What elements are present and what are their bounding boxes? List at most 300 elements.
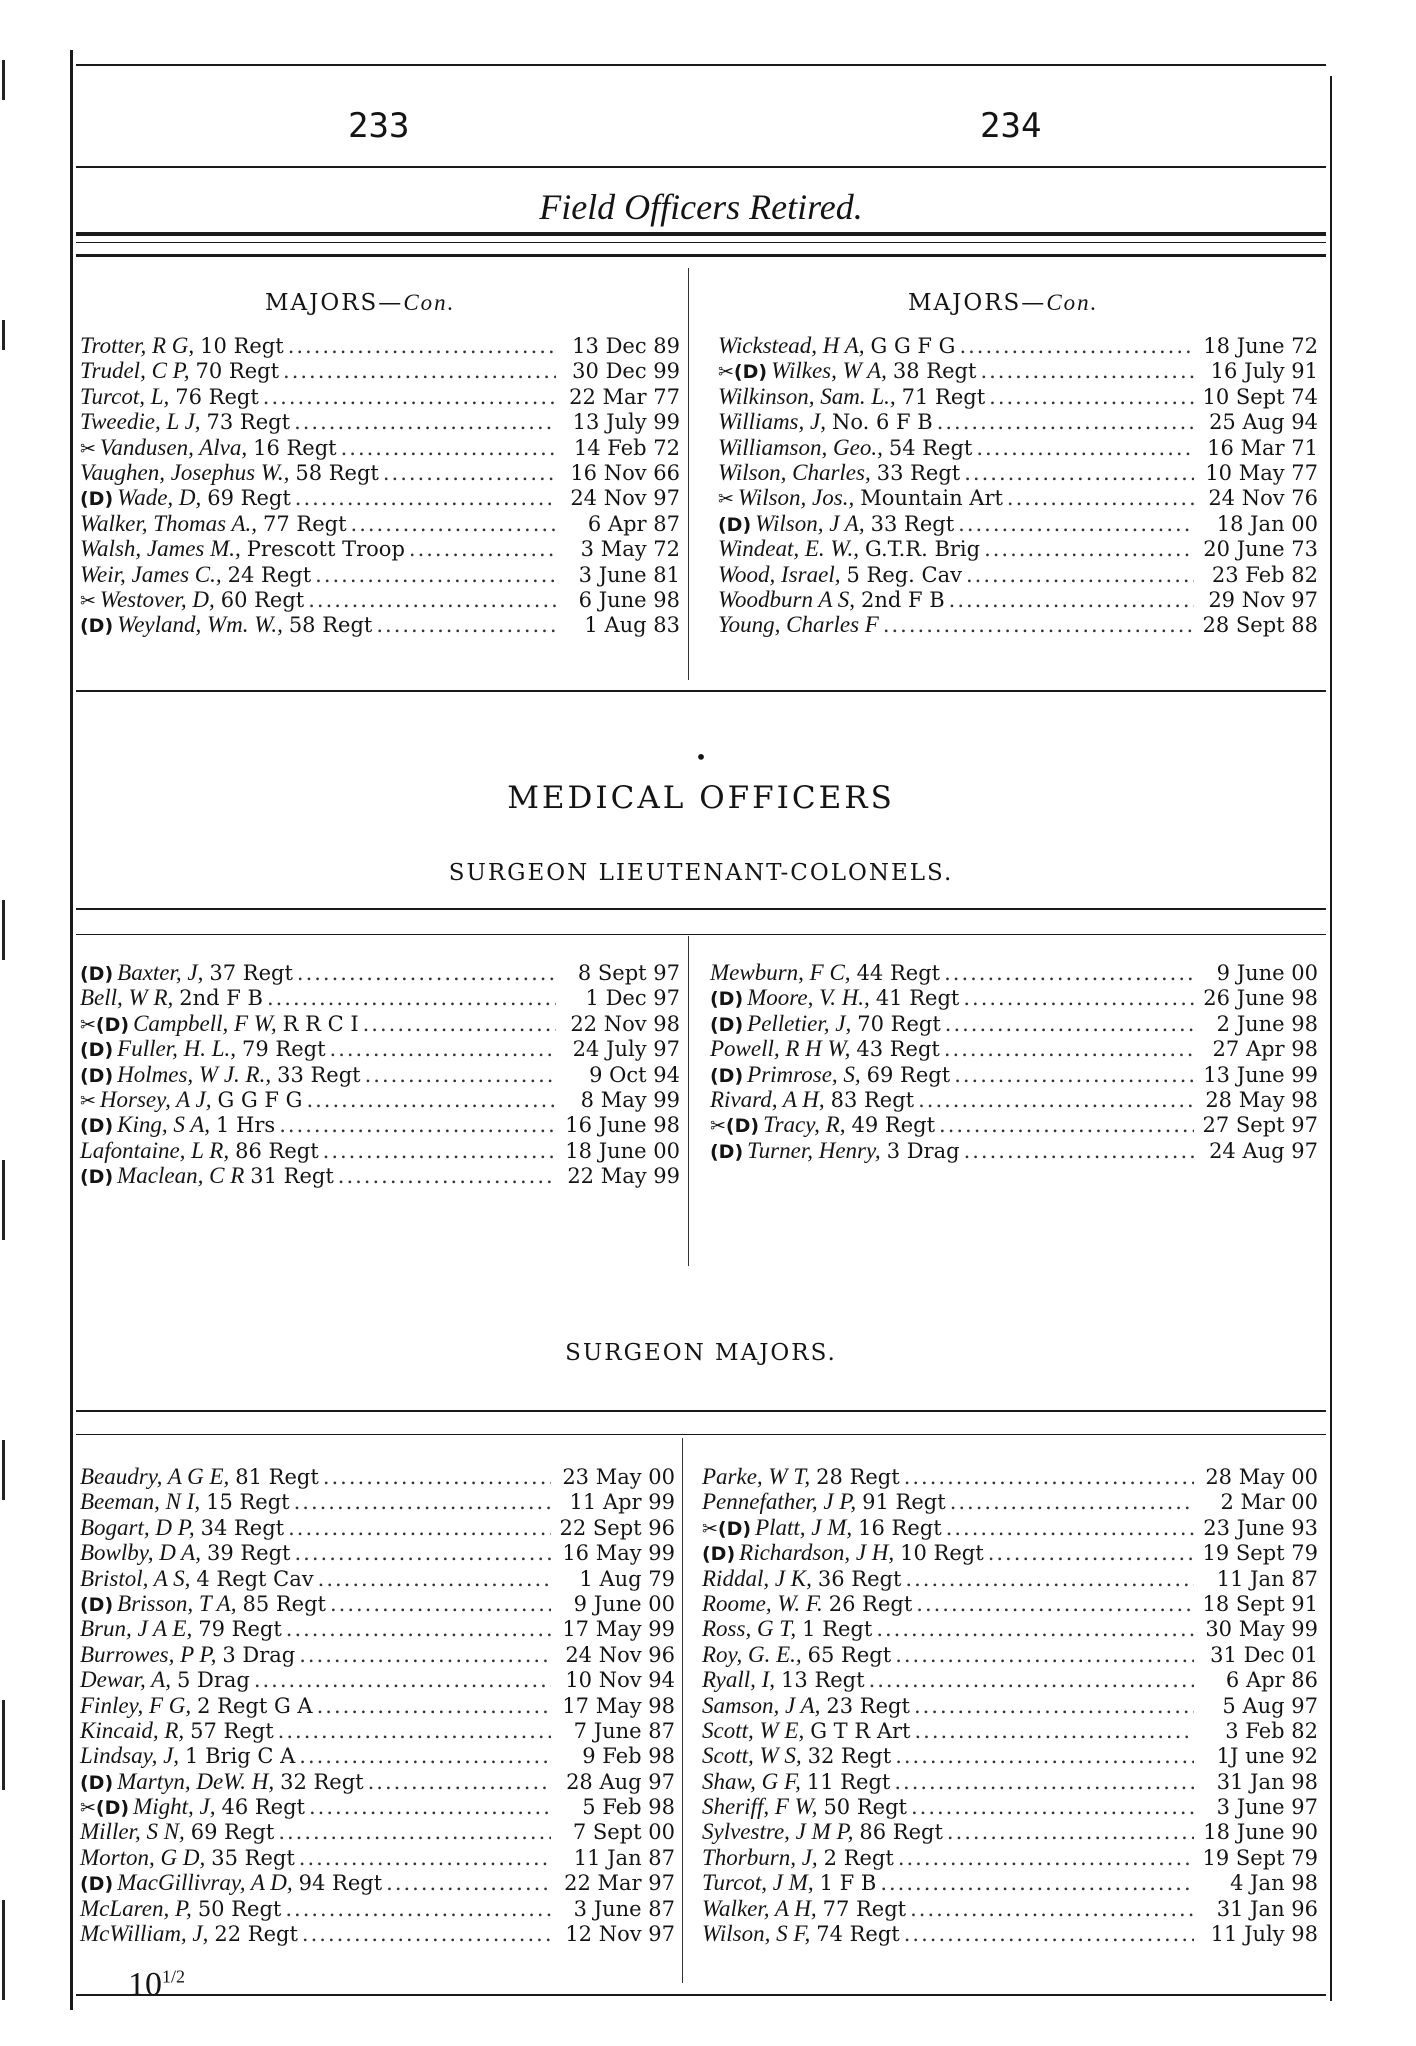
list-item (702, 1743, 1318, 1768)
leader-dots (914, 1719, 1194, 1744)
leader-dots (966, 563, 1194, 588)
page-number-left: 233 (348, 106, 410, 146)
retirement-date: 25 Aug 94 (1209, 410, 1318, 435)
retirement-date: 11 Jan 87 (573, 1845, 675, 1870)
leader-dots (963, 986, 1194, 1011)
retirement-date: 28 May 98 (1205, 1087, 1318, 1112)
leader-dots (365, 1063, 556, 1088)
list-item (80, 587, 680, 612)
deceased-mark: (D) (710, 1013, 744, 1036)
list-item (80, 960, 680, 985)
retirement-date: 18 Sept 91 (1202, 1591, 1318, 1616)
majors-heading-right (908, 290, 1098, 316)
retirement-date: 26 June 98 (1203, 986, 1318, 1011)
officer-unit: 1 Brig C A (185, 1744, 296, 1769)
retirement-date: 1 Aug 83 (584, 613, 680, 638)
list-item (718, 536, 1318, 561)
list-item (80, 1489, 675, 1514)
retirement-date: 31 Dec 01 (1210, 1642, 1318, 1667)
leader-dots (288, 334, 556, 359)
officer-name: Primrose, S, (747, 1061, 861, 1087)
retirement-date: 5 Feb 98 (582, 1795, 675, 1820)
page-frame (70, 50, 1332, 2010)
medical-officers-heading: MEDICAL OFFICERS (507, 780, 895, 816)
leader-dots (368, 1770, 551, 1795)
leader-dots (964, 1139, 1194, 1164)
officer-unit: 22 Regt (214, 1922, 298, 1947)
surgeon-lt-col-heading: SURGEON LIEUTENANT-COLONELS. (448, 860, 954, 886)
officer-unit: 35 Regt (211, 1845, 295, 1870)
majors-heading-right-text: MAJORS— (908, 290, 1047, 316)
retirement-date: 16 July 91 (1210, 359, 1318, 384)
deceased-mark: (D) (80, 1771, 114, 1794)
officer-name: Martyn, DeW. H, (117, 1768, 275, 1794)
officer-name: Wilson, Charles, (718, 459, 871, 485)
retirement-date: 29 Nov 97 (1208, 587, 1318, 612)
officer-unit: 91 Regt (862, 1490, 946, 1515)
leader-dots (323, 1465, 551, 1490)
officer-unit: 76 Regt (175, 384, 259, 409)
officer-unit: 58 Regt (295, 460, 379, 485)
officer-name: Dewar, A, (80, 1667, 171, 1693)
leader-dots (302, 1922, 551, 1947)
officer-unit: 33 Regt (277, 1062, 361, 1087)
officer-unit: 65 Regt (807, 1642, 892, 1667)
officer-name: Tweedie, L J, (80, 409, 201, 435)
frame-left-border (70, 50, 73, 2010)
list-item (702, 1819, 1318, 1844)
retirement-date: 4 Jan 98 (1230, 1871, 1318, 1896)
leader-dots (959, 334, 1194, 359)
signature-mark-whole: 10 (128, 1966, 162, 2003)
retirement-date: 1J une 92 (1216, 1744, 1318, 1769)
officer-name: Turner, Henry, (747, 1137, 881, 1163)
leader-dots (1007, 486, 1194, 511)
list-item (718, 562, 1318, 587)
officer-unit: 69 Regt (190, 1820, 275, 1845)
list-item (80, 460, 680, 485)
officer-unit: 79 Regt (241, 1037, 326, 1062)
officer-unit: 28 Regt (816, 1465, 900, 1489)
officer-name: Platt, J M, (755, 1514, 853, 1540)
surgeon-lt-col-right-list (710, 960, 1318, 1163)
officer-name: Vandusen, Alva, (99, 434, 248, 460)
leader-dots (895, 1744, 1194, 1769)
leader-dots (976, 436, 1194, 461)
list-item (80, 1769, 675, 1794)
list-item (710, 960, 1318, 985)
leader-dots (945, 1012, 1194, 1037)
officer-name: Sheriff, F W, (702, 1794, 818, 1820)
list-item (718, 587, 1318, 612)
list-item (702, 1515, 1318, 1540)
officer-unit: 2nd F B (860, 587, 945, 612)
officer-name: Powell, R H W, (710, 1036, 851, 1062)
officer-unit: 36 Regt (817, 1566, 902, 1591)
majors-heading-right-con: Con. (1046, 290, 1099, 315)
leader-dots (880, 1871, 1194, 1896)
officer-name: Walker, A H, (702, 1895, 817, 1921)
leader-dots (980, 359, 1194, 384)
officer-unit: 74 Regt (816, 1922, 900, 1947)
retirement-date: 18 June 72 (1203, 334, 1318, 358)
deceased-mark: (D) (80, 488, 114, 511)
officer-unit: 60 Regt (220, 587, 305, 612)
retirement-date: 27 Apr 98 (1212, 1037, 1318, 1062)
scan-edge-marks (0, 0, 22, 2046)
list-item (80, 985, 680, 1010)
retirement-date: 16 Nov 66 (570, 460, 680, 485)
officer-unit: 50 Regt (823, 1795, 907, 1820)
list-item (702, 1489, 1318, 1514)
retirement-date: 24 Nov 96 (565, 1642, 675, 1667)
leader-dots (989, 385, 1194, 410)
list-item (702, 1591, 1318, 1616)
list-item (702, 1921, 1318, 1946)
list-item (702, 1667, 1318, 1692)
deceased-mark: ✂ (80, 1089, 96, 1112)
list-item (80, 1163, 680, 1188)
officer-unit: 71 Regt (901, 384, 986, 409)
leader-dots (299, 1744, 551, 1769)
leader-dots (939, 1113, 1194, 1138)
title-top-rule (76, 166, 1326, 168)
retirement-date: 20 June 73 (1203, 537, 1318, 562)
page-title: Field Officers Retired. (539, 187, 863, 227)
retirement-date: 3 Feb 82 (1225, 1718, 1318, 1743)
title-thick-rule (76, 232, 1326, 236)
officer-name: Rivard, A H, (710, 1086, 825, 1112)
officer-unit: 77 Regt (822, 1896, 907, 1921)
retirement-date: 28 Aug 97 (566, 1769, 675, 1794)
list-item (80, 1062, 680, 1087)
list-item (80, 1616, 675, 1641)
officer-name: Wade, D, (117, 485, 202, 511)
deceased-mark: (D) (80, 1873, 114, 1896)
officer-unit: 24 Regt (227, 562, 312, 587)
officer-unit: 5 Drag (176, 1668, 250, 1693)
officer-unit: 69 Regt (207, 486, 291, 511)
officer-unit: 1 Hrs (216, 1113, 276, 1138)
leader-dots (318, 1567, 551, 1592)
retirement-date: 10 May 77 (1205, 460, 1318, 485)
retirement-date: 23 June 93 (1203, 1515, 1318, 1540)
list-item (702, 1718, 1318, 1743)
surgeon-majors-heading: SURGEON MAJORS. (565, 1340, 837, 1366)
leader-dots (299, 1643, 551, 1668)
officer-unit: 81 Regt (235, 1465, 319, 1489)
officer-name: Walker, Thomas A., (80, 510, 257, 536)
list-item (718, 511, 1318, 536)
officer-name: Horsey, A J, (99, 1086, 212, 1112)
deceased-mark: (D) (710, 1140, 744, 1163)
leader-dots (295, 486, 556, 511)
officer-name: Woodburn A S, (718, 586, 855, 612)
officer-name: Beaudry, A G E, (80, 1464, 230, 1489)
retirement-date: 7 June 87 (573, 1718, 675, 1743)
officer-name: Weir, James C., (80, 561, 222, 587)
retirement-date: 16 May 99 (562, 1541, 675, 1566)
officer-name: Burrowes, P P, (80, 1641, 217, 1667)
officer-name: Scott, W E, (702, 1717, 805, 1743)
retirement-date: 24 Nov 97 (570, 486, 680, 511)
leader-dots (944, 961, 1194, 986)
leader-dots (317, 1694, 551, 1719)
list-item (80, 1667, 675, 1692)
officer-unit: 32 Regt (280, 1769, 364, 1794)
officer-name: Might, J, (133, 1794, 216, 1820)
leader-dots (958, 512, 1194, 537)
list-item (80, 1642, 675, 1667)
list-item (710, 1087, 1318, 1112)
retirement-date: 3 June 81 (578, 562, 680, 587)
officer-unit: 1 Regt (802, 1617, 873, 1642)
list-item (710, 1112, 1318, 1137)
officer-unit: 10 Regt (200, 334, 284, 358)
retirement-date: 23 Feb 82 (1211, 562, 1318, 587)
officer-name: McLaren, P, (80, 1895, 192, 1921)
retirement-date: 10 Nov 94 (565, 1668, 675, 1693)
officer-name: Kincaid, R, (80, 1717, 185, 1743)
list-item (80, 1896, 675, 1921)
deceased-mark: ✂ (80, 437, 96, 460)
list-item (80, 1036, 680, 1061)
deceased-mark: (D) (702, 1543, 736, 1566)
deceased-mark: (D) (80, 1039, 114, 1062)
officer-name: Bowlby, D A, (80, 1540, 201, 1566)
list-item (80, 1515, 675, 1540)
retirement-date: 31 Jan 96 (1216, 1896, 1318, 1921)
officer-name: Ross, G T, (702, 1616, 797, 1642)
officer-unit: 2 Regt G A (197, 1693, 313, 1718)
surgeon-majors-thin-rule (76, 1434, 1326, 1435)
retirement-date: 13 Dec 89 (572, 334, 680, 358)
list-item (80, 1464, 675, 1489)
top-rule (76, 64, 1326, 66)
officer-name: Morton, G D, (80, 1844, 206, 1870)
officer-name: Tracy, R, (763, 1112, 846, 1138)
list-item (718, 612, 1318, 637)
list-item (80, 1591, 675, 1616)
officer-unit: G G F G (217, 1087, 303, 1112)
list-item (702, 1769, 1318, 1794)
list-item (80, 1921, 675, 1946)
leader-dots (946, 1516, 1194, 1541)
leader-dots (386, 1871, 551, 1896)
leader-dots (916, 1592, 1194, 1617)
officer-name: Williams, J, (718, 409, 826, 435)
leader-dots (947, 1820, 1194, 1845)
list-item (702, 1693, 1318, 1718)
list-item (702, 1566, 1318, 1591)
leader-dots (283, 359, 556, 384)
leader-dots (988, 1541, 1194, 1566)
retirement-date: 22 Nov 98 (570, 1011, 680, 1036)
leader-dots (910, 1897, 1194, 1922)
list-item (702, 1870, 1318, 1895)
retirement-date: 11 July 98 (1210, 1922, 1318, 1947)
officer-unit: 3 Drag (222, 1642, 296, 1667)
leader-dots (308, 588, 556, 613)
deceased-mark: (D) (80, 1115, 114, 1138)
deceased-mark: (D) (80, 963, 114, 985)
deceased-mark: ✂(D) (80, 1797, 130, 1820)
list-item (702, 1642, 1318, 1667)
officer-unit: 70 Regt (857, 1011, 941, 1036)
leader-dots (904, 1922, 1194, 1947)
list-item (80, 1540, 675, 1565)
retirement-date: 18 June 00 (565, 1138, 680, 1163)
officer-unit: 37 Regt (209, 961, 293, 985)
officer-name: Bristol, A S, (80, 1565, 191, 1591)
title-thin-rule (76, 242, 1326, 243)
list-item (710, 1062, 1318, 1087)
majors-bottom-rule (76, 690, 1326, 692)
deceased-mark: (D) (80, 615, 114, 638)
retirement-date: 22 May 99 (567, 1164, 680, 1189)
officer-unit: 15 Regt (206, 1490, 290, 1515)
majors-left-list (80, 333, 680, 638)
leader-dots (949, 588, 1194, 613)
officer-name: Finley, F G, (80, 1692, 192, 1718)
leader-dots (914, 1694, 1194, 1719)
officer-name: Turcot, J M, (702, 1870, 814, 1896)
officer-unit: 49 Regt (851, 1113, 936, 1138)
officer-unit: 58 Regt (288, 613, 373, 638)
officer-unit: 79 Regt (198, 1617, 282, 1642)
surgeon-lt-col-left-list (80, 960, 680, 1189)
officer-name: Beeman, N I, (80, 1489, 201, 1515)
officer-unit: G.T.R. Brig (864, 537, 981, 562)
list-item (80, 536, 680, 561)
retirement-date: 3 June 97 (1216, 1795, 1318, 1820)
list-item (80, 485, 680, 510)
page-number-right: 234 (980, 106, 1042, 146)
officer-name: Campbell, F W, (133, 1010, 277, 1036)
officer-unit: 31 Regt (250, 1164, 334, 1189)
list-item (80, 409, 680, 434)
leader-dots (279, 1113, 556, 1138)
surgeon-majors-right-list (702, 1464, 1318, 1946)
list-item (80, 384, 680, 409)
officer-unit: 86 Regt (859, 1820, 943, 1845)
leader-dots (383, 461, 556, 486)
leader-dots (905, 1567, 1194, 1592)
list-item (80, 1112, 680, 1137)
officer-name: Richardson, J H, (739, 1540, 895, 1566)
majors-heading-left-text: MAJORS— (265, 290, 404, 316)
officer-name: Wilkinson, Sam. L., (718, 383, 896, 409)
retirement-date: 17 May 98 (562, 1693, 675, 1718)
list-item (702, 1896, 1318, 1921)
list-item (80, 1693, 675, 1718)
officer-name: Shaw, G F, (702, 1768, 801, 1794)
retirement-date: 19 Sept 79 (1202, 1541, 1318, 1566)
officer-name: McWilliam, J, (80, 1921, 209, 1947)
leader-dots (278, 1820, 551, 1845)
leader-dots (954, 1063, 1194, 1088)
leader-dots (286, 1617, 551, 1642)
officer-name: Riddal, J K, (702, 1565, 812, 1591)
officer-name: Lindsay, J, (80, 1743, 180, 1769)
officer-name: Scott, W S, (702, 1743, 802, 1769)
list-item (80, 435, 680, 460)
retirement-date: 31 Jan 98 (1216, 1769, 1318, 1794)
list-item (80, 1819, 675, 1844)
leader-dots (285, 1897, 551, 1922)
officer-name: Pennefather, J P, (702, 1489, 857, 1515)
list-item (80, 358, 680, 383)
list-item (80, 1566, 675, 1591)
officer-unit: 54 Regt (888, 435, 973, 460)
deceased-mark: ✂(D) (702, 1517, 752, 1540)
list-item (80, 333, 680, 358)
list-item (718, 384, 1318, 409)
leader-dots (937, 410, 1194, 435)
retirement-date: 7 Sept 00 (572, 1820, 675, 1845)
officer-unit: 23 Regt (826, 1693, 910, 1718)
leader-dots (323, 1139, 556, 1164)
deceased-mark: (D) (80, 1593, 114, 1616)
leader-dots (911, 1795, 1194, 1820)
deceased-mark: (D) (710, 988, 744, 1011)
retirement-date: 8 Sept 97 (577, 961, 680, 985)
leader-dots (904, 1465, 1194, 1490)
officer-unit: 26 Regt (828, 1591, 913, 1616)
retirement-date: 1 Aug 79 (579, 1566, 675, 1591)
list-item (80, 1870, 675, 1895)
surgeon-majors-top-rule (76, 1410, 1326, 1412)
officer-name: Wilson, Jos., (737, 485, 855, 511)
retirement-date: 14 Feb 72 (573, 435, 680, 460)
officer-name: Bell, W R, (80, 985, 174, 1011)
officer-name: Wilson, S F, (702, 1921, 811, 1947)
officer-unit: 16 Regt (253, 435, 337, 460)
leader-dots (295, 1541, 552, 1566)
retirement-date: 28 May 00 (1205, 1465, 1318, 1489)
officer-unit: 4 Regt Cav (196, 1566, 314, 1591)
officer-name: Sylvestre, J M P, (702, 1819, 854, 1845)
retirement-date: 2 Mar 00 (1220, 1490, 1318, 1515)
leader-dots (409, 537, 556, 562)
officer-name: Westover, D, (99, 586, 215, 612)
leader-dots (894, 1770, 1194, 1795)
retirement-date: 9 June 00 (1216, 961, 1318, 985)
retirement-date: 13 July 99 (572, 410, 680, 435)
leader-dots (376, 613, 556, 638)
officer-name: Wilson, J A, (755, 510, 865, 536)
list-item (80, 562, 680, 587)
majors-heading-left-con: Con. (403, 290, 456, 315)
list-item (80, 1138, 680, 1163)
retirement-date: 17 May 99 (562, 1617, 675, 1642)
list-item (710, 985, 1318, 1010)
officer-name: Parke, W T, (702, 1464, 811, 1489)
officer-name: Lafontaine, L R, (80, 1137, 230, 1163)
list-item (718, 333, 1318, 358)
retirement-date: 16 Mar 71 (1207, 435, 1318, 460)
list-item (710, 1011, 1318, 1036)
leader-dots (288, 1516, 551, 1541)
list-item (80, 511, 680, 536)
retirement-date: 8 May 99 (580, 1087, 680, 1112)
list-item (710, 1138, 1318, 1163)
list-item (80, 1794, 675, 1819)
retirement-date: 9 Feb 98 (582, 1744, 675, 1769)
officer-unit: 10 Regt (900, 1541, 984, 1566)
retirement-date: 18 Jan 00 (1216, 511, 1318, 536)
leader-dots (876, 1617, 1194, 1642)
